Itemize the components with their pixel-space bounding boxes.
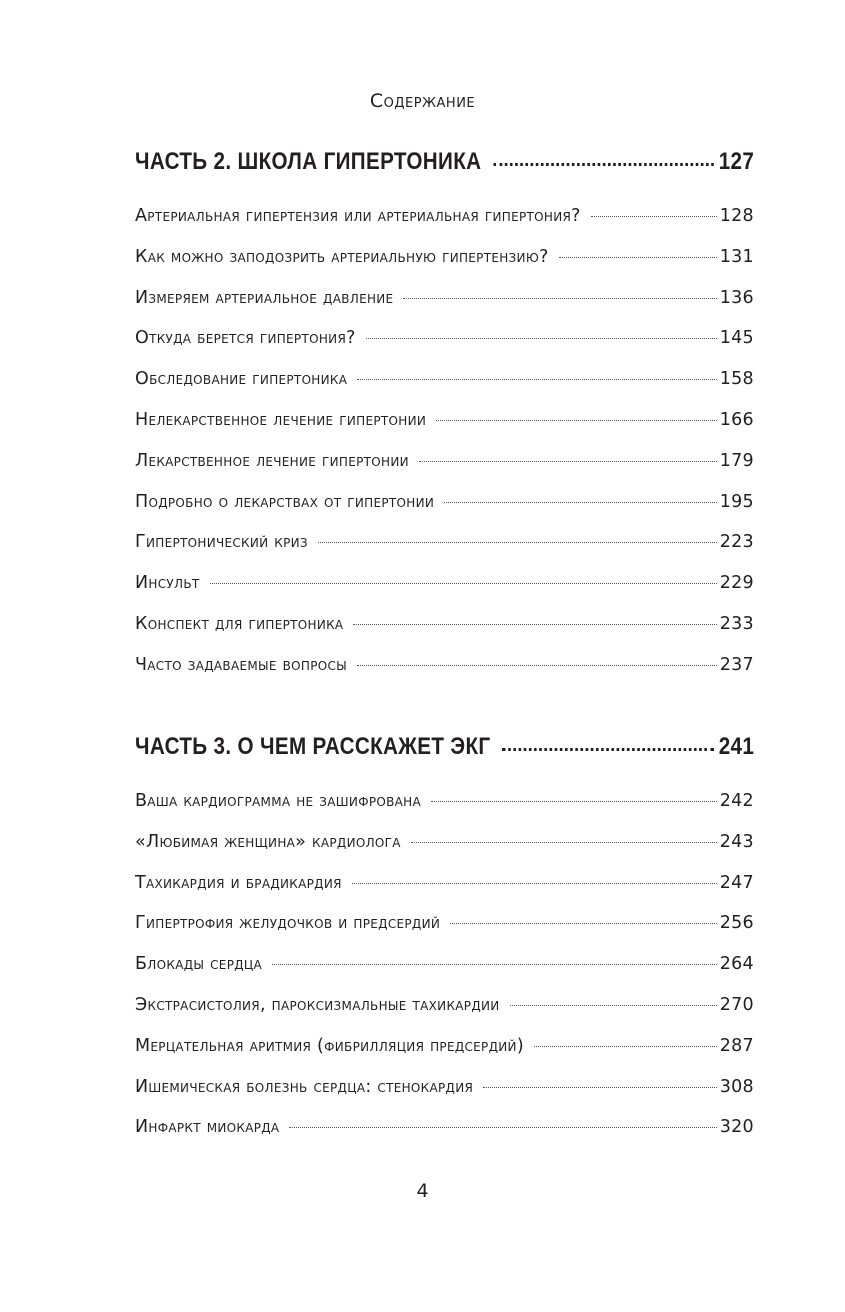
entry-page-number: 247: [719, 872, 754, 893]
entry-page-number: 229: [719, 573, 754, 594]
dot-leader: [431, 801, 717, 802]
toc-entry[interactable]: [135, 492, 754, 533]
entry-page-number: 195: [719, 491, 754, 512]
dot-leader: [591, 216, 717, 217]
dot-leader: [502, 748, 713, 751]
toc-entry[interactable]: [135, 328, 754, 369]
toc-entry[interactable]: [135, 913, 754, 954]
toc-entry[interactable]: [135, 655, 754, 696]
entry-page-number: 320: [719, 1117, 754, 1138]
entry-page-number: 136: [719, 287, 754, 308]
entry-title: Подробно о лекарствах от гипертонии: [135, 491, 435, 512]
entry-title: Ваша кардиограмма не зашифрована: [135, 791, 421, 811]
entry-title: Экстрасистолия, пароксизмальные тахикардии: [135, 994, 500, 1015]
toc-entry[interactable]: [135, 832, 754, 873]
dot-leader: [357, 665, 717, 666]
toc-part-2: [135, 148, 754, 696]
toc-entry[interactable]: [135, 451, 754, 492]
dot-leader: [357, 379, 716, 380]
entry-title: Гипертрофия желудочков и предсердий: [135, 913, 441, 934]
entry-title: Инфаркт миокарда: [135, 1117, 280, 1138]
part-title: ЧАСТЬ 2. ШКОЛА ГИПЕРТОНИКА: [135, 148, 482, 175]
toc-entry[interactable]: [135, 532, 754, 573]
toc-entry[interactable]: [135, 614, 754, 655]
part-title: ЧАСТЬ 3. О ЧЕМ РАССКАЖЕТ ЭКГ: [135, 733, 491, 760]
toc-entry[interactable]: [135, 206, 754, 247]
entry-page-number: 166: [719, 409, 754, 430]
dot-leader: [403, 298, 716, 299]
dot-leader: [289, 1127, 716, 1128]
toc-entry[interactable]: [135, 1117, 754, 1158]
part-page-number: 127: [718, 148, 755, 175]
entry-title: Измеряем артериальное давление: [135, 287, 394, 308]
entry-title: Откуда берется гипертония?: [135, 328, 356, 349]
entry-page-number: 308: [719, 1076, 754, 1097]
dot-leader: [559, 257, 717, 258]
dot-leader: [210, 583, 717, 584]
entry-title: Тахикардия и брадикардия: [135, 872, 342, 893]
entry-page-number: 128: [719, 206, 754, 226]
entry-title: Артериальная гипертензия или артериальная гипертония?: [135, 206, 581, 226]
dot-leader: [353, 624, 716, 625]
toc-list: [135, 206, 754, 696]
dot-leader: [483, 1087, 717, 1088]
part-heading[interactable]: [135, 733, 754, 765]
entry-title: Обследование гипертоника: [135, 369, 348, 390]
dot-leader: [272, 964, 717, 965]
entry-page-number: 131: [719, 246, 754, 267]
entry-page-number: 233: [719, 613, 754, 634]
dot-leader: [493, 163, 713, 166]
toc-entry[interactable]: [135, 288, 754, 329]
entry-title: Блокады сердца: [135, 954, 263, 975]
toc-entry[interactable]: [135, 247, 754, 288]
entry-title: Мерцательная аритмия (фибрилляция предсердий): [135, 1035, 524, 1056]
entry-title: «Любимая женщина» кардиолога: [135, 831, 401, 852]
entry-page-number: 264: [719, 954, 754, 975]
entry-page-number: 270: [719, 994, 754, 1015]
entry-title: Часто задаваемые вопросы: [135, 654, 348, 675]
dot-leader: [444, 502, 717, 503]
dot-leader: [419, 461, 717, 462]
entry-title: Конспект для гипертоника: [135, 613, 344, 634]
entry-page-number: 242: [719, 791, 754, 811]
dot-leader: [436, 420, 717, 421]
entry-title: Ишемическая болезнь сердца: стенокардия: [135, 1076, 474, 1097]
dot-leader: [352, 883, 717, 884]
toc-entry[interactable]: [135, 791, 754, 832]
toc-entry[interactable]: [135, 995, 754, 1036]
dot-leader: [411, 842, 717, 843]
toc-entry[interactable]: [135, 954, 754, 995]
entry-page-number: 158: [719, 369, 754, 390]
dot-leader: [366, 338, 717, 339]
entry-page-number: 179: [719, 450, 754, 471]
entry-page-number: 256: [719, 913, 754, 934]
page-header: Содержание: [369, 90, 476, 112]
toc-entry[interactable]: [135, 410, 754, 451]
page-number: 4: [416, 1180, 429, 1202]
part-heading[interactable]: [135, 148, 754, 180]
entry-page-number: 145: [719, 328, 754, 349]
entry-title: Как можно заподозрить артериальную гипертензию?: [135, 246, 549, 267]
dot-leader: [534, 1046, 717, 1047]
toc-entry[interactable]: [135, 1036, 754, 1077]
entry-page-number: 237: [719, 654, 754, 675]
toc-entry[interactable]: [135, 1077, 754, 1118]
toc-entry[interactable]: [135, 873, 754, 914]
entry-title: Лекарственное лечение гипертонии: [135, 450, 409, 471]
entry-title: Инсульт: [135, 573, 200, 594]
toc-entry[interactable]: [135, 369, 754, 410]
dot-leader: [510, 1005, 717, 1006]
part-page-number: 241: [718, 733, 755, 760]
dot-leader: [450, 923, 717, 924]
entry-page-number: 287: [719, 1035, 754, 1056]
entry-page-number: 243: [719, 831, 754, 852]
entry-page-number: 223: [719, 532, 754, 553]
toc-list: [135, 791, 754, 1158]
toc-part-3: [135, 733, 754, 1158]
dot-leader: [318, 542, 717, 543]
toc-entry[interactable]: [135, 573, 754, 614]
entry-title: Нелекарственное лечение гипертонии: [135, 409, 427, 430]
entry-title: Гипертонический криз: [135, 532, 308, 553]
